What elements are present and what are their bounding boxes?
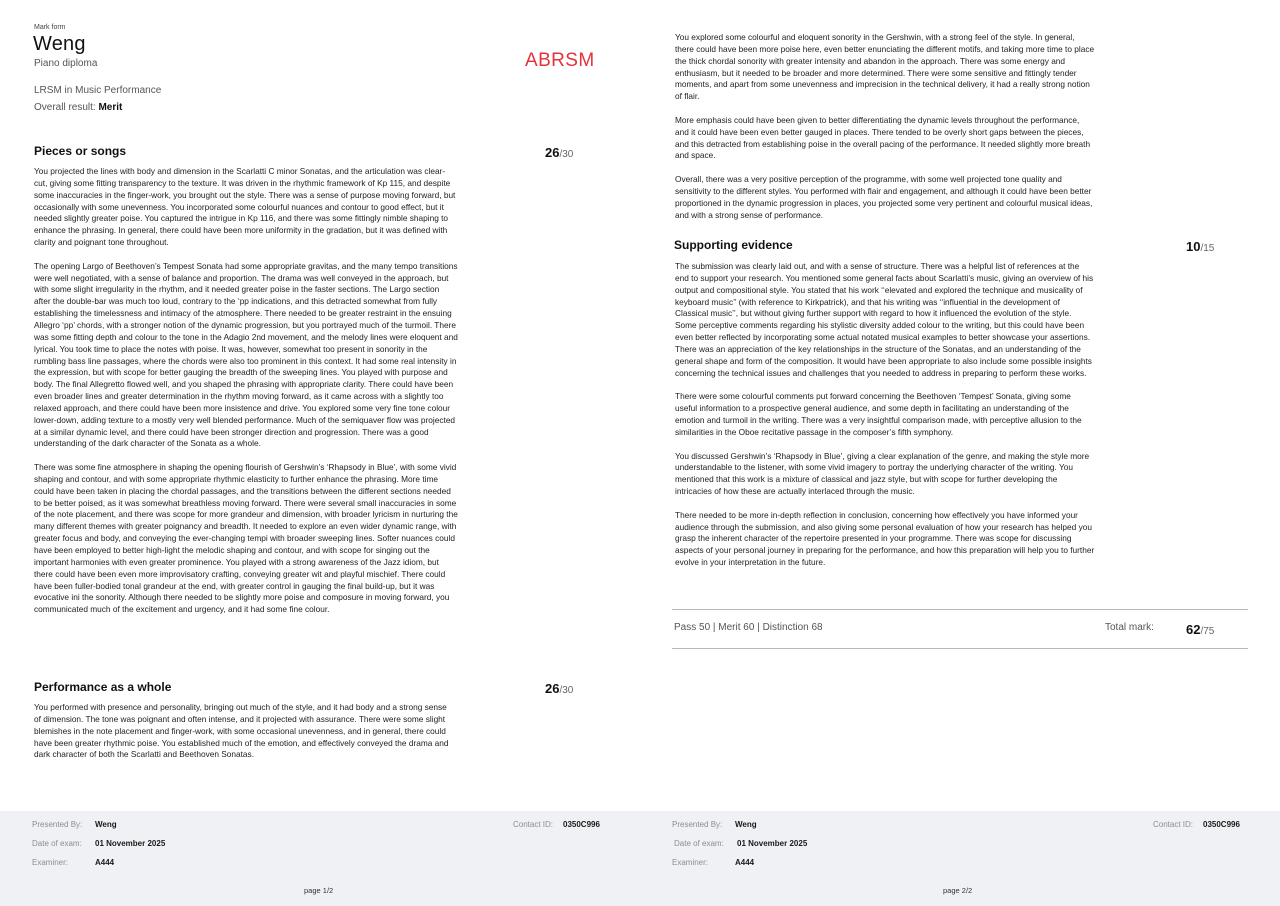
feedback-paragraph: You explored some colourful and eloquent sonority in the Gershwin, with a strong feel of the style. In general, there could have been more poise here, even better enunciating the different motifs, and taking more time to place the thick chordal sonority with greater intensity and abandon in the approach. There was some energy and enthusiasm, but it needed to be broader and more determined. There were some sensitive and fittingly tender moments, and apart from some unevenness and imprecision in the technical delivery, it had a really strong notion of flair.	[675, 32, 1095, 102]
feedback-paragraph: You projected the lines with body and dimension in the Scarlatti C minor Sonatas, and the articulation was clear-cut, giving some fitting transparency to the texture. It was driven in the rhythmic framework of Kp 115, and despite some inaccuracies in the finger-work, you brought out the style. There was a sense of purpose moving forward, but occasionally with some unevenness. You incorporated some colourful nuances and contour to good effect, but it needed slightly greater poise. You captured the intrigue in Kp 116, and there was some fittingly nimble shaping to enhance the phrasing. In general, there could have been more uniformity in the gradation, but it was defined with clarity and poignant tone throughout.	[34, 166, 456, 248]
instrument-label: Piano diploma	[34, 58, 98, 69]
date-of-exam-value: 01 November 2025	[95, 839, 166, 848]
score-pieces	[545, 145, 573, 160]
score-pieces-out-of: /30	[559, 149, 574, 160]
mark-form-label: Mark form	[34, 24, 66, 31]
score-performance	[545, 681, 573, 696]
total-mark-value: 62	[1186, 622, 1201, 637]
date-of-exam-value: 01 November 2025	[737, 839, 808, 848]
total-mark-bar	[672, 609, 1248, 649]
score-performance-out-of: /30	[559, 685, 574, 696]
feedback-paragraph: You discussed Gershwin’s ‘Rhapsody in Blue’, giving a clear explanation of the genre, and making the style more understandable to the listener, with some vivid imagery to portray the underlying character of the writing. You mentioned that this work is a mixture of classical and jazz style, but with scope for further developing the intricacies of how these are actually interlaced through the music.	[675, 450, 1090, 497]
total-mark-out-of: /75	[1200, 626, 1215, 637]
contact-id-value: 0350C996	[1203, 820, 1240, 829]
contact-id-value: 0350C996	[563, 820, 600, 829]
overall-result-label: Overall result:	[34, 102, 96, 113]
examiner-value: A444	[735, 858, 755, 867]
performance-feedback-part-1	[34, 702, 454, 761]
date-of-exam-label: Date of exam:	[32, 839, 82, 848]
contact-id-label: Contact ID:	[1153, 820, 1194, 829]
page-number-2: page 2/2	[943, 886, 973, 895]
overall-result	[34, 102, 122, 113]
section-title-performance: Performance as a whole	[34, 680, 172, 694]
evidence-feedback	[675, 261, 1095, 569]
abrsm-logo: ABRSM	[525, 50, 595, 71]
feedback-paragraph: More emphasis could have been given to better differentiating the dynamic levels throughout the performance, and it could have been even better gauged in places. There tended to be overly short gaps between the pieces, and this detracted from establishing poise in the overall pacing of the performance. It needed slightly more breath and space.	[675, 114, 1091, 161]
examiner-value: A444	[95, 858, 115, 867]
presented-by-label: Presented By:	[672, 820, 723, 829]
overall-result-value: Merit	[98, 102, 123, 113]
pieces-feedback	[34, 166, 458, 616]
presented-by-value: Weng	[95, 820, 117, 829]
qualification-label: LRSM in Music Performance	[34, 85, 162, 96]
feedback-paragraph: Overall, there was a very positive perception of the programme, with some well projected tone quality and sensitivity to the different styles. You performed with flair and engagement, and although it could have been better proportioned in the dynamic progression in places, you projected some very pertinent and colourful musical ideas, and with a strong sense of performance.	[675, 174, 1093, 220]
section-title-pieces: Pieces or songs	[34, 144, 127, 158]
total-mark-label: Total mark:	[1105, 622, 1154, 633]
presented-by-label: Presented By:	[32, 820, 83, 829]
feedback-paragraph: The submission was clearly laid out, and with a sense of structure. There was a helpful list of references at the end to support your research. You mentioned some general facts about Scarlatti’s music, giving an overview of his output and compositional style. You stated that his work ‘‘elevated and explored the technique and musicality of keyboard music’’ (with reference to Kirkpatrick), and that his writing was ‘‘influential in the development of Classical music’’, but without giving further support with regard to how it influenced the evolution of the style. Some perceptive comments regarding his stylistic diversity added colour to the writing, but this could have been even better reflected by incorporating some actual notated musical examples to better showcase your assertions. There was an appreciation of the key relationships in the structure of the Sonatas, and an understanding of the general shape and form of the composition. It would have been appropriate to also include some possible insights concerning the technical issues and challenges that you needed to address in preparing to perform these works.	[675, 261, 1094, 378]
examiner-label: Examiner:	[672, 858, 709, 867]
score-performance-value: 26	[545, 681, 560, 696]
score-evidence-value: 10	[1186, 239, 1201, 254]
feedback-paragraph: The opening Largo of Beethoven’s Tempest Sonata had some appropriate gravitas, and the many tempo transitions were well negotiated, with a sense of balance and proportion. The drama was well conveyed in the approach, but with some slight irregularity in the rhythm, and it needed greater poise in the faster sections. The Largo section after the double-bar was much too loud, contrary to the ‘pp indications, and this detracted somewhat from fully establishing the timelessness and intimacy of the atmosphere. There needed to be greater restraint in the ensuing Allegro ‘pp’ chords, with a stronger notion of the dynamic progression, but you portrayed much of the turmoil. There was some fitting depth and colour to the tone in the Adagio 2nd movement, and the melody lines were eloquent and lyrical. You took time to place the notes with poise. It was, however, somewhat too present in sonority in the rumbling bass line passages, where the chords were also too prominent in this context. It had some real intensity in the expression, but with scope for better gauging the breadth of the sweeping lines. You played with purpose and body. The final Allegretto flowed well, and you shaped the phrasing with appropriate clarity. There could have been even broader lines and greater determination in the rhythm moving forward, as it came across with a slightly too relaxed approach, and there could have been more insistence and drive. You explored some very fine tone colour lower-down, adding texture to a mostly very well blended performance. Much of the semiquaver flow was projected at a similar dynamic level, and there could have been stronger direction and progression. There was a good understanding of the dark character of the Sonata as a whole.	[34, 260, 458, 449]
feedback-paragraph: There was some fine atmosphere in shaping the opening flourish of Gershwin’s ‘Rhapsody in Blue’, with some vivid shaping and contour, and with some appropriate rhythmic elasticity to further enhance the phrasing. More time could have been taken in placing the chordal passages, and the transitions between the different sections needed to be better poised, as it was somewhat breathless moving forward. There were several small inaccuracies in some of the note placement, and there was scope for more grandeur and dimension, with broader lyricism in nurturing the many different themes with greater poignancy and breadth. It needed to explore an even wider dynamic range, with greater focus and body, and conveying the ever-changing tempi with broader sweeping lines. Softer nuances could have been employed to better high-light the melodic shaping and contour, and with scope for singing out the important harmonies with even greater prominence. You played with a strong awareness of the Jazz idiom, but there could have been even more improvisatory crafting, conveying greater wit and playful mischief. There could have been fuller-bodied tonal grandeur at the end, with greater control in gauging the final build-up, but it was evocative ini the sonority. Although there needed to be slightly more poise and composure in moving forward, you communicated much of the excitement and urgency, and it had some fine colour.	[34, 462, 458, 615]
examiner-label: Examiner:	[32, 858, 69, 867]
total-mark-score	[1186, 622, 1214, 637]
section-title-evidence: Supporting evidence	[674, 238, 793, 252]
page-number-1: page 1/2	[304, 886, 334, 895]
grade-thresholds: Pass 50 | Merit 60 | Distinction 68	[674, 622, 823, 633]
contact-id-label: Contact ID:	[513, 820, 554, 829]
feedback-paragraph: There were some colourful comments put forward concerning the Beethoven ‘Tempest’ Sonata, giving some useful information to a prospective general audience, and some depth in facilitating an understanding of the emotion and turmoil in the writing. There was a very insightful comparison made, with perceptive allusion to the similarities in the Oboe recitative passage in the composer’s fifth symphony.	[675, 391, 1082, 437]
feedback-paragraph: You performed with presence and personality, bringing out much of the style, and it had body and a strong sense of dimension. The tone was poignant and often intense, and it projected with assurance. There were some slight blemishes in the note placement and finger-work, with some occasional unevenness, and in general, there could have been greater rhythmic poise. You established much of the emotion, and effectively conveyed the drama and dark character of both the Scarlatti and Beethoven Sonatas.	[34, 702, 449, 760]
feedback-paragraph: There needed to be more in-depth reflection in conclusion, concerning how effectively you have informed your audience through the submission, and also giving some personal evaluation of how your research has helped you grasp the inherent character of the repertoire presented in your programme. There was scope for discussing aspects of your personal journey in preparing for the performance, and how this preparation will help you to further evolve in your interpretation in the future.	[675, 509, 1095, 568]
date-of-exam-label: Date of exam:	[674, 839, 724, 848]
score-evidence	[1186, 239, 1214, 254]
candidate-name: Weng	[33, 33, 86, 55]
page-2	[640, 0, 1280, 906]
presented-by-value: Weng	[735, 820, 757, 829]
performance-feedback-part-2	[675, 32, 1095, 222]
score-evidence-out-of: /15	[1200, 243, 1215, 254]
score-pieces-value: 26	[545, 145, 560, 160]
